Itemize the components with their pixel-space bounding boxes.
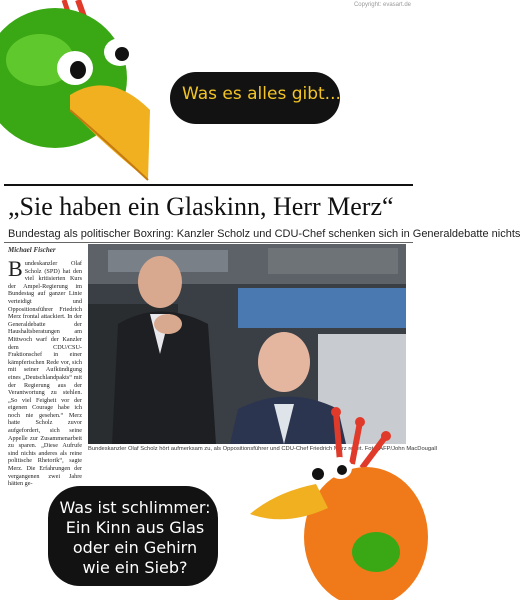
speech-bubble-bottom-text: Was ist schlimmer: Ein Kinn aus Glas oder ein Gehirn wie ein Sieb? [59,498,211,577]
photo-caption: Bundeskanzler Olaf Scholz hört aufmerksam zu, als Oppositionsführer und CDU-Chef Friedrich Merz redet. Foto: AFP/John MacDougall [88,446,437,452]
article-dropcap: B [8,256,23,281]
speech-bubble-bottom [48,486,218,586]
speech-bubble-top-text: Was es alles gibt... [182,84,341,104]
article-headline: „Sie haben ein Glaskinn, Herr Merz“ [8,192,394,221]
orange-bird-icon [236,402,417,600]
subheadline-rule [4,242,413,243]
copyright-label: Copyright: evasart.de [353,2,411,8]
article-byline: Michael Fischer [8,246,56,254]
green-bird-icon [0,0,170,190]
article-body [8,256,82,488]
article-body-text: undeskanzler Olaf Scholz (SPD) hat den viel kritisierten Kurs der Ampel-Regierung im Bundestag auf ganzer Linie verteidigt und Oppositionsführer Friedrich Merz frontal attackiert. In der Generaldebatte der Haushaltsberatungen am Mittwoch warf der Kanzler dem CDU/CSU-Fraktionschef in einer kämpferischen Rede vor, sich mit seiner Aufkündigung eines „Deutschlandpakts“ mit der Regierung aus der Verantwortung zu stehlen. „So viel Feigheit vor der eigenen Courage habe ich noch nie gesehen.“ Merz hatte Scholz zuvor aufgefordert, sich seine Appelle zur Zusammenarbeit zu sparen. „Diese Aufrufe sind nichts anderes als reine politische Rhetorik“, sagte Merz. Die Erfahrungen der vergangenen zwei Jahre hätten ge- [8,260,82,488]
speech-bubble-top [170,72,340,124]
article-subheadline: Bundestag als politischer Boxring: Kanzler Scholz und CDU-Chef schenken sich in Generaldebatte nichts [8,228,520,240]
